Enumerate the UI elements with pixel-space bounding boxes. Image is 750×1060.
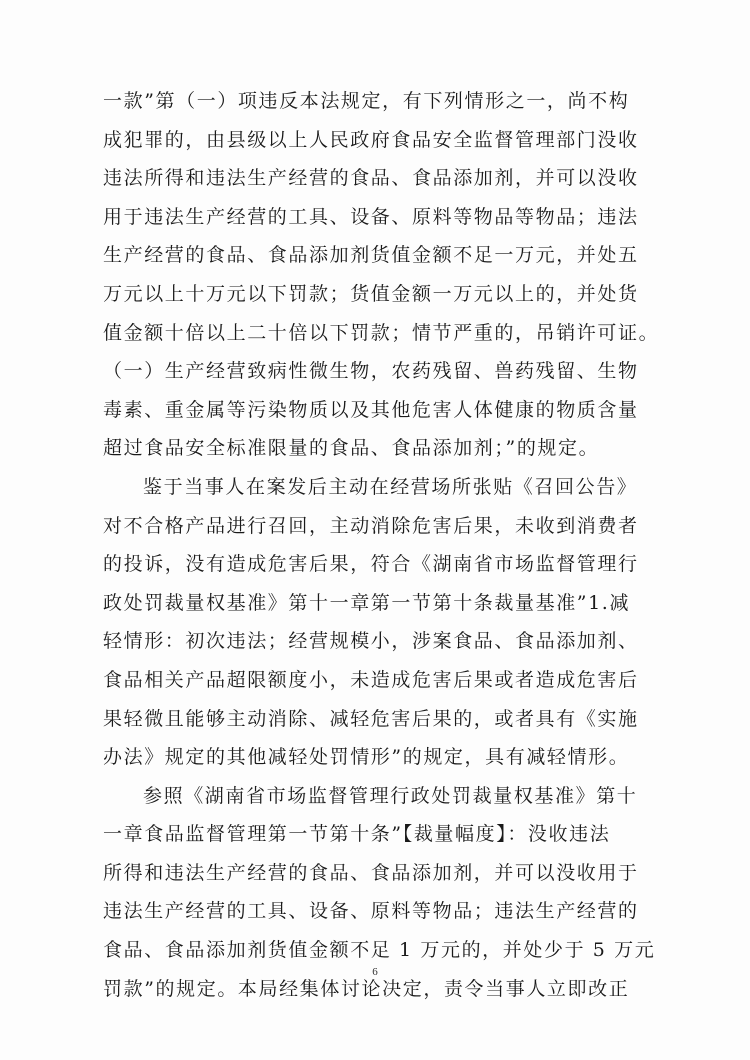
text-line: 违法生产经营的工具、设备、原料等物品；违法生产经营的	[103, 900, 639, 923]
paragraph-start-line: 参照《湖南省市场监督管理行政处罚裁量权基准》第十	[143, 784, 638, 807]
text-line: 毒素、重金属等污染物质以及其他危害人体健康的物质含量	[103, 398, 639, 421]
text-line: 违法所得和违法生产经营的食品、食品添加剂，并可以没收	[103, 167, 639, 190]
text-line: 罚款”的规定。本局经集体讨论决定，责令当事人立即改正	[103, 977, 630, 1000]
text-line: 的投诉，没有造成危害后果，符合《湖南省市场监督管理行	[103, 553, 639, 576]
text-line: 一款”第（一）项违反本法规定，有下列情形之一，尚不构	[103, 90, 630, 112]
paragraph-start-line: 鉴于当事人在案发后主动在经营场所张贴《召回公告》	[143, 475, 638, 498]
page-number: 6	[372, 966, 378, 978]
text-line: 办法》规定的其他减轻处罚情形”的规定，具有减轻情形。	[103, 746, 630, 769]
text-line: 轻情形：初次违法；经营规模小，涉案食品、食品添加剂、	[103, 630, 639, 653]
text-line: 一章食品监督管理第一节第十条”【裁量幅度】：没收违法	[103, 823, 611, 846]
text-line: 所得和违法生产经营的食品、食品添加剂，并可以没收用于	[103, 861, 639, 884]
text-line: 生产经营的食品、食品添加剂货值金额不足一万元，并处五	[103, 244, 639, 267]
text-line: 果轻微且能够主动消除、减轻危害后果的，或者具有《实施	[103, 707, 639, 730]
text-line: 值金额十倍以上二十倍以下罚款；情节严重的，吊销许可证。	[103, 321, 660, 344]
text-line: 对不合格产品进行召回，主动消除危害后果，未收到消费者	[103, 514, 639, 537]
text-line: 食品、食品添加剂货值金额不足 1 万元的，并处少于 5 万元	[103, 939, 656, 962]
body-text	[103, 82, 663, 1008]
text-line: （一）生产经营致病性微生物，农药残留、兽药残留、生物	[103, 360, 639, 383]
text-line: 食品相关产品超限额度小，未造成危害后果或者造成危害后	[103, 668, 639, 691]
text-line: 超过食品安全标准限量的食品、食品添加剂；”的规定。	[103, 437, 600, 460]
text-line: 用于违法生产经营的工具、设备、原料等物品等物品；违法	[103, 205, 639, 228]
text-line: 成犯罪的，由县级以上人民政府食品安全监督管理部门没收	[103, 128, 639, 151]
text-line: 万元以上十万元以下罚款；货值金额一万元以上的，并处货	[103, 282, 639, 305]
text-line: 政处罚裁量权基准》第十一章第一节第十条裁量基准”1.减	[103, 591, 631, 614]
